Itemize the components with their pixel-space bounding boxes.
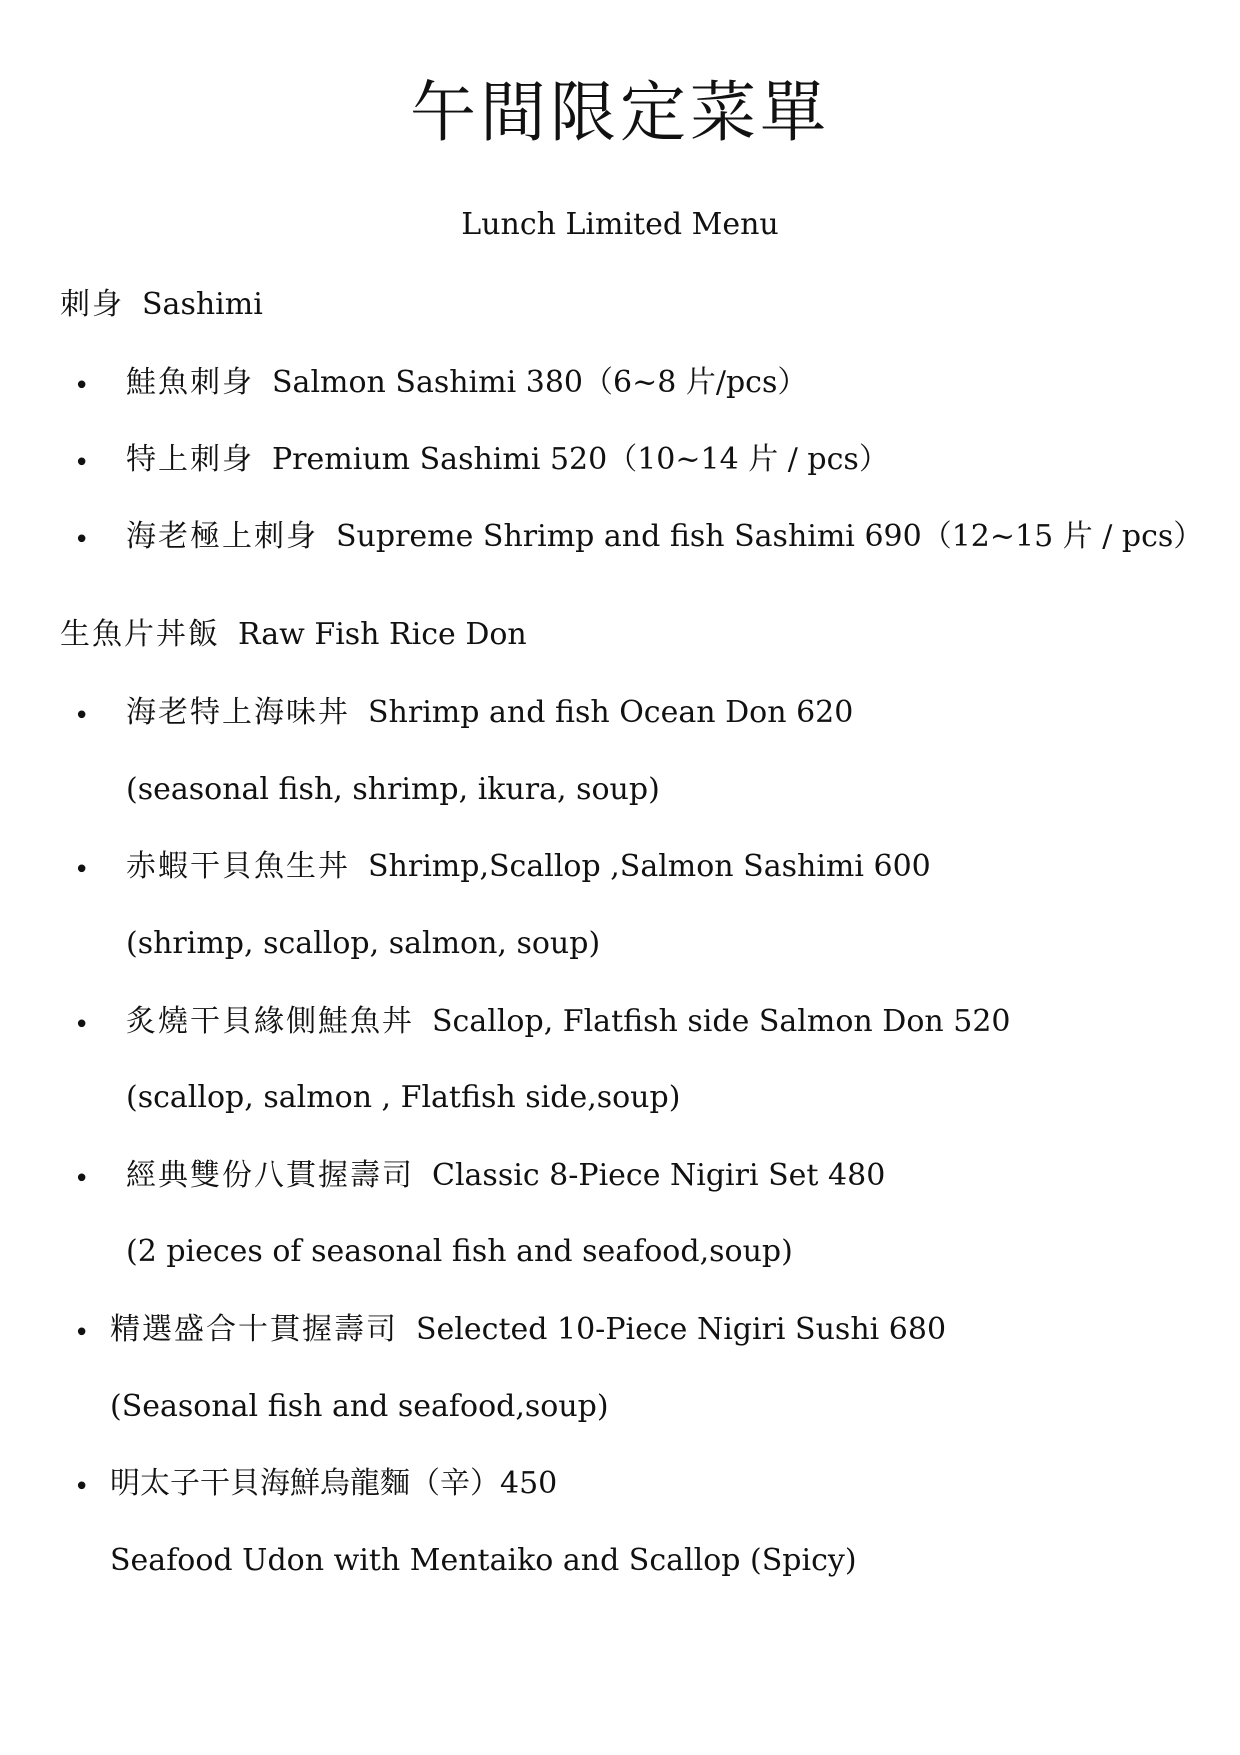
menu-item-premium-sashimi <box>126 442 889 477</box>
bullet-icon: • <box>74 1010 90 1040</box>
menu-item-zh: 海老極上刺身 <box>126 519 318 554</box>
menu-item-zh: 赤蝦干貝魚生丼 <box>126 849 350 884</box>
bullet-icon: • <box>74 855 90 885</box>
menu-item-zh: 特上刺身 <box>126 442 254 477</box>
bullet-icon: • <box>74 448 90 478</box>
menu-item-note: (Seasonal fish and seafood,soup) <box>110 1389 609 1424</box>
menu-item-zh: 明太子干貝海鮮烏龍麵（辛） <box>110 1466 500 1501</box>
bullet-icon: • <box>74 1164 90 1194</box>
menu-item-supreme-shrimp-sashimi <box>126 519 1204 554</box>
menu-item-note: (scallop, salmon , Flatfish side,soup) <box>126 1080 681 1115</box>
menu-item-classic-nigiri <box>126 1158 886 1193</box>
menu-item-en: Premium Sashimi 520（10~14 片 / pcs） <box>272 442 889 477</box>
section-heading-sashimi <box>60 287 263 322</box>
menu-subtitle: Lunch Limited Menu <box>461 207 779 242</box>
section-heading-zh: 生魚片丼飯 <box>60 617 220 652</box>
menu-item-en: Scallop, Flatfish side Salmon Don 520 <box>432 1004 1011 1039</box>
bullet-icon: • <box>74 371 90 401</box>
menu-item-en: Shrimp,Scallop ,Salmon Sashimi 600 <box>368 849 931 884</box>
menu-item-selected-nigiri <box>110 1312 947 1347</box>
menu-item-shrimp-scallop-don <box>126 849 931 884</box>
bullet-icon: • <box>74 701 90 731</box>
bullet-icon: • <box>74 1318 90 1348</box>
menu-item-mentaiko-udon <box>110 1466 558 1501</box>
menu-item-zh: 鮭魚刺身 <box>126 365 254 400</box>
section-heading-en: Raw Fish Rice Don <box>238 617 527 652</box>
menu-title: 午間限定菜單 <box>410 74 830 151</box>
menu-item-en: Supreme Shrimp and fish Sashimi 690（12~15 片 / pcs） <box>336 519 1204 554</box>
bullet-icon: • <box>74 1472 90 1502</box>
section-heading-rice-don <box>60 617 527 652</box>
menu-item-zh: 經典雙份八貫握壽司 <box>126 1158 414 1193</box>
menu-item-salmon-sashimi <box>126 365 808 400</box>
menu-item-zh: 炙燒干貝緣側鮭魚丼 <box>126 1004 414 1039</box>
section-heading-en: Sashimi <box>142 287 263 322</box>
menu-item-ocean-don <box>126 695 854 730</box>
menu-item-note: (shrimp, scallop, salmon, soup) <box>126 926 601 961</box>
section-heading-zh: 刺身 <box>60 287 124 322</box>
menu-item-en: Salmon Sashimi 380（6~8 片/pcs） <box>272 365 808 400</box>
menu-item-note: Seafood Udon with Mentaiko and Scallop (Spicy) <box>110 1543 857 1578</box>
menu-item-zh: 海老特上海味丼 <box>126 695 350 730</box>
bullet-icon: • <box>74 525 90 555</box>
menu-item-en: Shrimp and fish Ocean Don 620 <box>368 695 854 730</box>
menu-item-note: (seasonal fish, shrimp, ikura, soup) <box>126 772 660 807</box>
menu-item-en: Classic 8-Piece Nigiri Set 480 <box>432 1158 886 1193</box>
menu-item-en: Selected 10-Piece Nigiri Sushi 680 <box>416 1312 947 1347</box>
menu-item-scallop-salmon-don <box>126 1004 1011 1039</box>
menu-item-zh: 精選盛合十貫握壽司 <box>110 1312 398 1347</box>
menu-item-note: (2 pieces of seasonal fish and seafood,soup) <box>126 1234 793 1269</box>
menu-item-en: 450 <box>500 1466 558 1501</box>
